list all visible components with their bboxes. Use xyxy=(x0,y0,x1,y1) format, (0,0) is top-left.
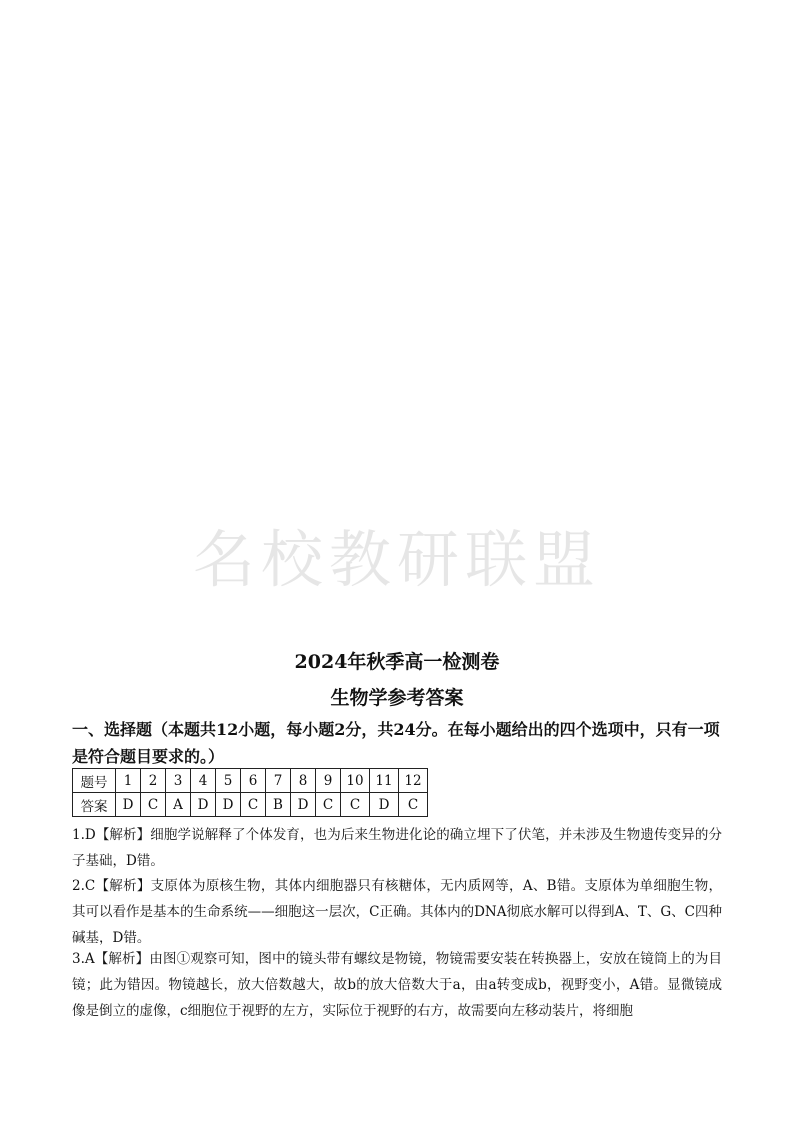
table-row-answers xyxy=(73,793,428,817)
table-cell: C xyxy=(399,793,428,817)
table-cell: 12 xyxy=(399,769,428,793)
table-cell: D xyxy=(191,793,216,817)
table-cell: 7 xyxy=(266,769,291,793)
answer-table xyxy=(72,768,428,817)
table-cell: D xyxy=(216,793,241,817)
section-heading: 一、选择题（本题共12小题，每小题2分，共24分。在每小题给出的四个选项中，只有一项是符合题目要求的。） xyxy=(72,720,720,766)
table-cell: D xyxy=(116,793,141,817)
table-cell: D xyxy=(291,793,316,817)
watermark: 名校教研联盟 xyxy=(192,523,601,596)
table-cell: 1 xyxy=(116,769,141,793)
table-cell: 10 xyxy=(341,769,370,793)
table-cell: 5 xyxy=(216,769,241,793)
table-cell: 6 xyxy=(241,769,266,793)
exam-title: 2024年秋季高一检测卷 xyxy=(294,651,500,673)
table-cell: 9 xyxy=(316,769,341,793)
answer-key-subtitle: 生物学参考答案 xyxy=(330,687,464,709)
table-cell: D xyxy=(370,793,399,817)
table-header-number: 题号 xyxy=(73,769,116,793)
explanation-1: 1.D【解析】细胞学说解释了个体发育，也为后来生物进化论的确立埋下了伏笔，并未涉及生物遗传变异的分子基础，D错。 xyxy=(72,827,722,869)
table-cell: C xyxy=(316,793,341,817)
table-cell: 3 xyxy=(166,769,191,793)
explanation-3: 3.A【解析】由图①观察可知，图中的镜头带有螺纹是物镜，物镜需要安装在转换器上，安放在镜筒上的为目镜；此为错因。物镜越长，放大倍数越大，故b的放大倍数大于a，由a转变成b，视野变小，A错。显微镜成像是倒立的虚像，c细胞位于视野的左方，实际位于视野的右方，故需要向左移动装片，将细胞 xyxy=(72,951,722,1019)
table-cell: 4 xyxy=(191,769,216,793)
table-cell: C xyxy=(141,793,166,817)
table-cell: C xyxy=(341,793,370,817)
table-row-numbers xyxy=(73,769,428,793)
table-cell: 8 xyxy=(291,769,316,793)
table-cell: 11 xyxy=(370,769,399,793)
explanation-2: 2.C【解析】支原体为原核生物，其体内细胞器只有核糖体，无内质网等，A、B错。支原体为单细胞生物，其可以看作是基本的生命系统——细胞这一层次，C正确。其体内的DNA彻底水解可以得到A、T、G、C四种碱基，D错。 xyxy=(72,878,722,946)
table-cell: B xyxy=(266,793,291,817)
table-cell: C xyxy=(241,793,266,817)
table-cell: 2 xyxy=(141,769,166,793)
table-header-answer: 答案 xyxy=(73,793,116,817)
table-cell: A xyxy=(166,793,191,817)
